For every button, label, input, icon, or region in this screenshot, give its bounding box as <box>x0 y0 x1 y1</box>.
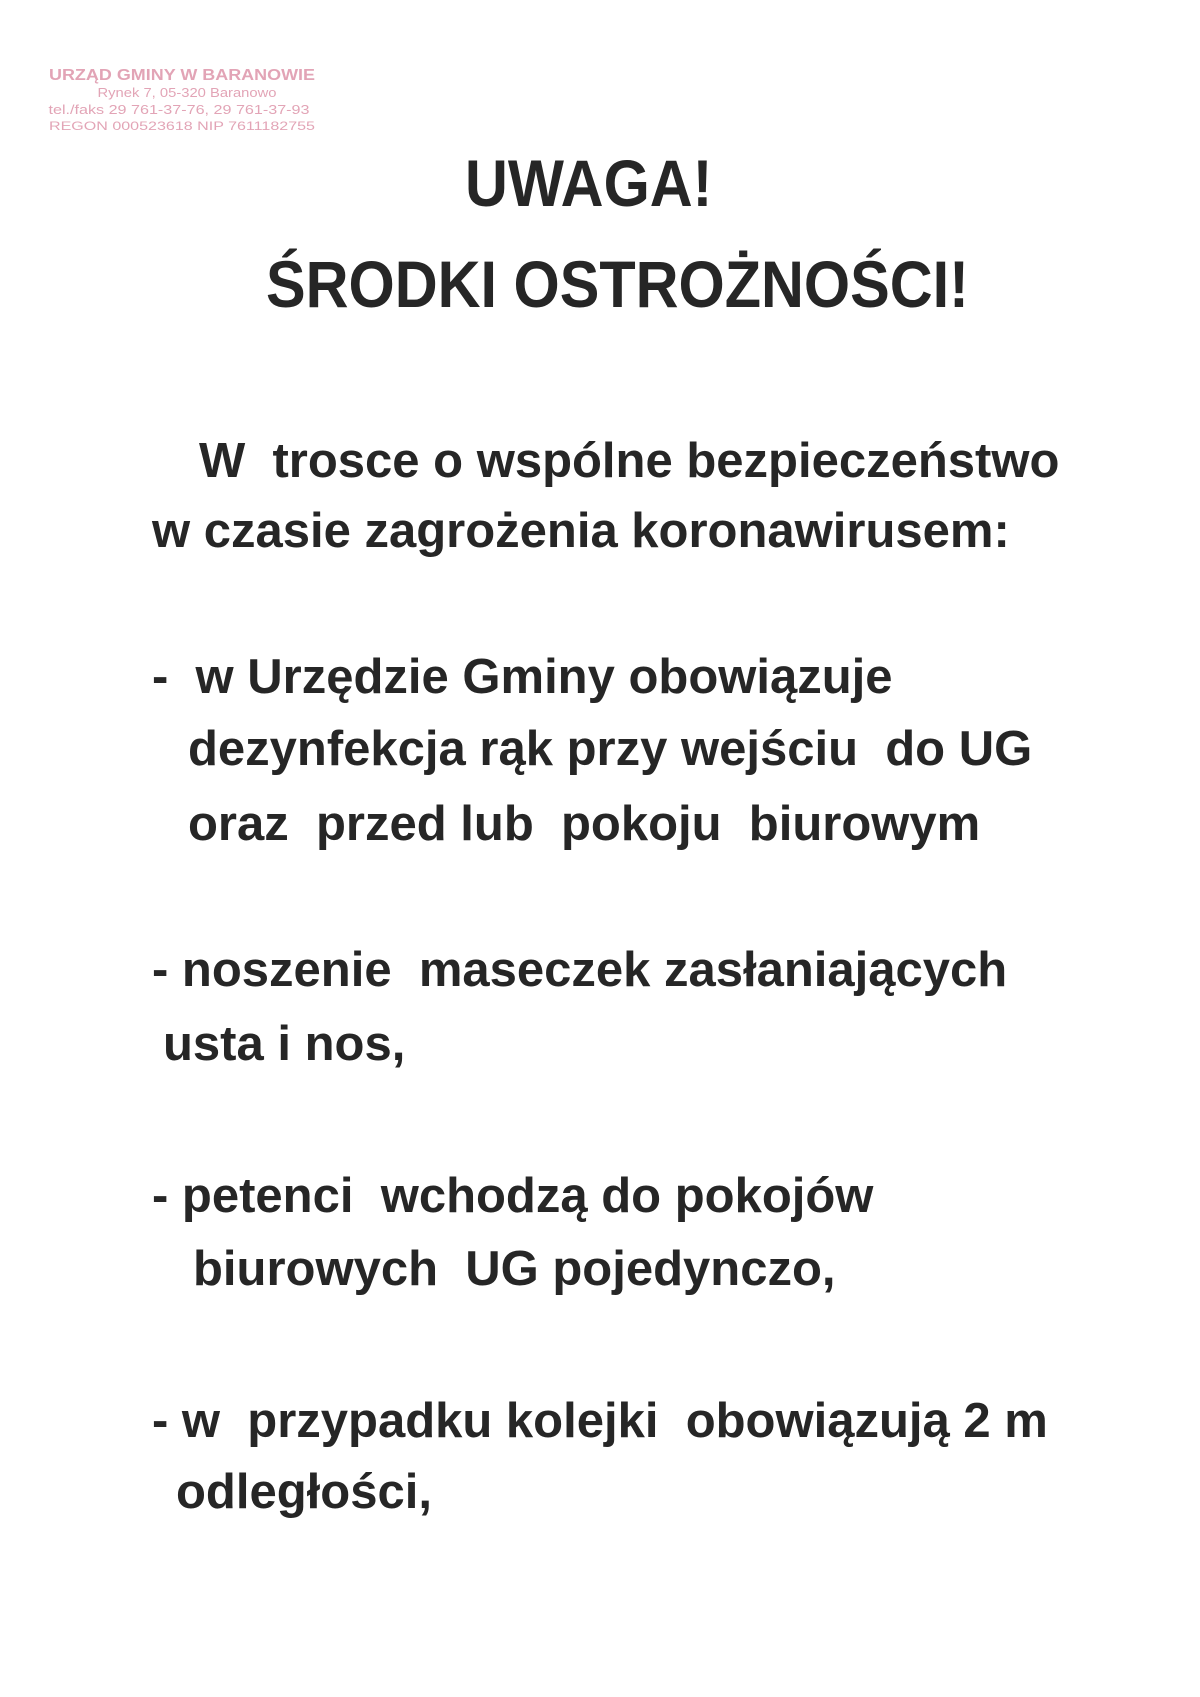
intro-line: w czasie zagrożenia koronawirusem: <box>152 504 1010 558</box>
stamp-line-office-name: URZĄD GMINY W BARANOWIE <box>49 67 316 84</box>
stamp-line-address: Rynek 7, 05-320 Baranowo <box>97 85 277 100</box>
rule-line: usta i nos, <box>163 1017 406 1071</box>
rule-line: - noszenie maseczek zasłaniających <box>152 943 1008 997</box>
rule-line: - petenci wchodzą do pokojów <box>152 1169 874 1223</box>
rule-line: - w przypadku kolejki obowiązują 2 m <box>152 1394 1048 1448</box>
notice-title: UWAGA! <box>465 146 713 220</box>
stamp-line-phone: tel./faks 29 761-37-76, 29 761-37-93 <box>48 102 310 117</box>
office-stamp <box>45 56 335 146</box>
intro-line: W trosce o wspólne bezpieczeństwo <box>199 434 1060 488</box>
rule-line: oraz przed lub pokoju biurowym <box>188 797 981 851</box>
rule-line: dezynfekcja rąk przy wejściu do UG <box>188 722 1033 776</box>
rule-line: odległości, <box>176 1465 432 1519</box>
notice-subtitle: ŚRODKI OSTROŻNOŚCI! <box>266 247 969 321</box>
stamp-line-registry: REGON 000523618 NIP 7611182755 <box>49 119 316 133</box>
rule-line: - w Urzędzie Gminy obowiązuje <box>152 650 893 704</box>
rule-line: biurowych UG pojedynczo, <box>193 1242 836 1296</box>
